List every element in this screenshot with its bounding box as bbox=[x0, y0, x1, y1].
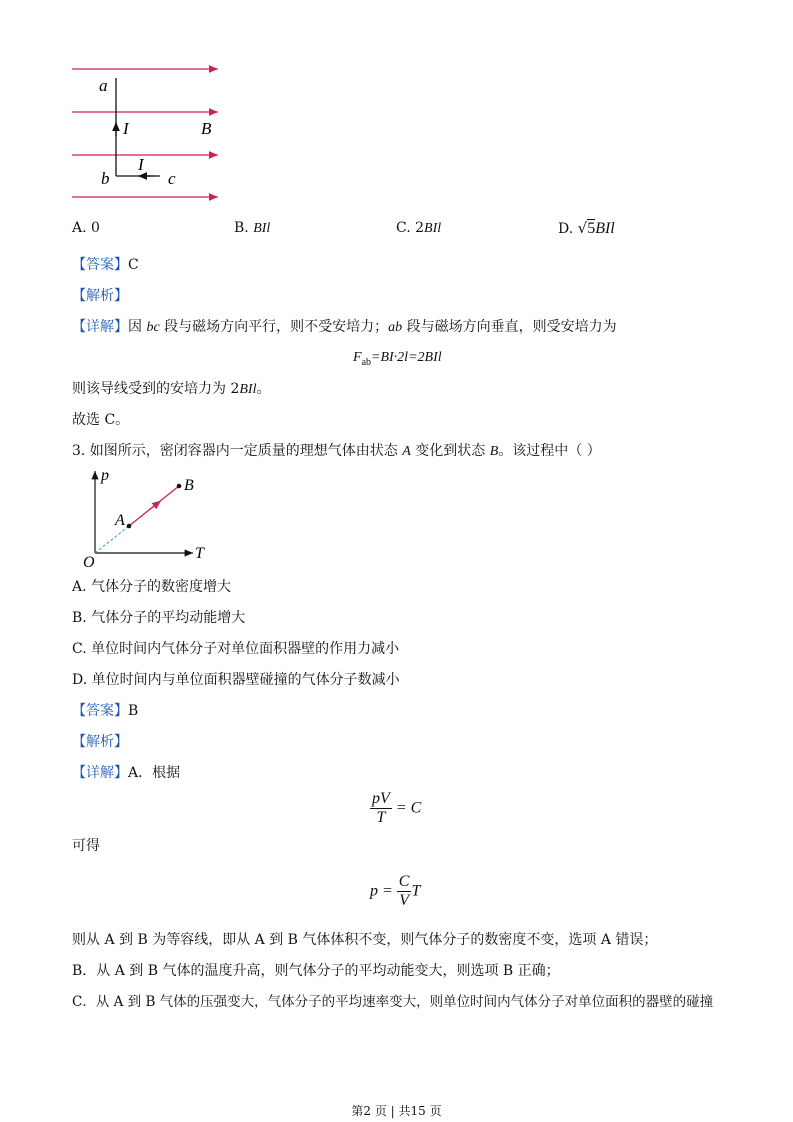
option-C-value: BIl bbox=[424, 221, 442, 236]
q3-option-C: C. 单位时间内气体分子对单位面积器壁的作用力减小 bbox=[72, 641, 400, 657]
q3-detail bbox=[72, 764, 180, 782]
answer-label: 【答案】 bbox=[72, 703, 128, 719]
q3-option-B: B. 气体分子的平均动能增大 bbox=[72, 610, 246, 626]
q2-conclusion bbox=[72, 380, 270, 399]
stem-B: B bbox=[489, 444, 499, 459]
detail-ab: ab bbox=[388, 320, 403, 335]
detail-text: 因 bbox=[128, 319, 147, 335]
answer-value: C bbox=[128, 257, 139, 273]
label-I-vertical: I bbox=[123, 119, 129, 138]
option-A-text: A. 0 bbox=[72, 220, 100, 236]
q3-line-C: C．从 A 到 B 气体的压强变大，气体分子的平均速率变大，则单位时间内气体分子对单位面积的器壁的碰撞 bbox=[72, 994, 714, 1010]
q2-detail bbox=[72, 318, 617, 337]
equation-pV-T-C bbox=[370, 790, 421, 827]
conclusion-value: BIl bbox=[239, 382, 257, 397]
formula-subscript: ab bbox=[361, 356, 372, 368]
label-A: A bbox=[115, 512, 125, 529]
detail-bc: bc bbox=[146, 320, 160, 335]
point-B bbox=[177, 484, 182, 489]
q3-ke-de: 可得 bbox=[72, 838, 100, 854]
detail-label: 【详解】 bbox=[72, 319, 128, 335]
magnetic-field-diagram bbox=[60, 60, 240, 210]
label-p: p bbox=[101, 467, 109, 484]
fraction-numerator: pV bbox=[372, 790, 390, 807]
detail-text: A．根据 bbox=[128, 765, 181, 781]
option-C-prefix: C. 2 bbox=[396, 220, 425, 236]
fraction-numerator: C bbox=[398, 873, 410, 890]
label-I-horizontal: I bbox=[138, 155, 144, 174]
option-B-value: BIl bbox=[253, 221, 271, 236]
label-a: a bbox=[99, 76, 108, 95]
option-D-root: 5 bbox=[587, 220, 596, 237]
conclusion-text: 。 bbox=[256, 381, 271, 397]
point-A bbox=[127, 524, 132, 529]
label-B: B bbox=[184, 477, 194, 494]
fraction-C-over-V bbox=[397, 873, 412, 910]
option-D-value: BIl bbox=[595, 220, 615, 237]
option-B-prefix: B. bbox=[234, 220, 254, 236]
q3-stem bbox=[72, 442, 601, 461]
detail-text: 段与磁场方向平行，则不受安培力； bbox=[159, 319, 389, 335]
p-T-graph bbox=[78, 466, 218, 570]
option-B bbox=[234, 219, 270, 238]
q3-answer bbox=[72, 702, 138, 720]
label-B: B bbox=[201, 119, 212, 138]
conclusion-text: 则该导线受到的安培力为 2 bbox=[72, 381, 240, 397]
q3-option-A: A. 气体分子的数密度增大 bbox=[72, 579, 232, 595]
label-c: c bbox=[168, 169, 176, 188]
q2-analysis-label: 【解析】 bbox=[72, 288, 128, 304]
option-A bbox=[72, 219, 100, 237]
option-D bbox=[558, 219, 615, 238]
option-C bbox=[396, 219, 441, 238]
stem-A: A bbox=[402, 444, 411, 459]
fraction-denominator: V bbox=[399, 892, 410, 909]
stem-text: 。该过程中（ ） bbox=[498, 443, 601, 459]
answer-label: 【答案】 bbox=[72, 257, 128, 273]
q3-line-B: B．从 A 到 B 气体的温度升高，则气体分子的平均动能变大，则选项 B 正确； bbox=[72, 963, 560, 979]
equation-rhs: = C bbox=[391, 799, 422, 817]
q2-formula bbox=[353, 349, 442, 372]
process-direction-arrow bbox=[149, 503, 158, 510]
formula-rest: =BI·2l=2BIl bbox=[371, 350, 442, 365]
option-D-prefix: D. bbox=[558, 221, 578, 237]
formula-F: F bbox=[353, 350, 362, 365]
detail-text: 段与磁场方向垂直，则受安培力为 bbox=[402, 319, 617, 335]
q2-choose: 故选 C。 bbox=[72, 412, 130, 428]
equation-rhs: T bbox=[411, 882, 421, 900]
label-T: T bbox=[195, 545, 204, 562]
stem-text: 变化到状态 bbox=[410, 443, 490, 459]
q3-line-A: 则从 A 到 B 为等容线，即从 A 到 B 气体体积不变，则气体分子的数密度不变，选项 A 错误； bbox=[72, 932, 658, 948]
q3-option-D: D. 单位时间内与单位面积器壁碰撞的气体分子数减小 bbox=[72, 672, 400, 688]
sqrt-icon: √ bbox=[577, 219, 588, 237]
fraction-denominator: T bbox=[376, 809, 386, 826]
equation-p-C-V-T bbox=[370, 873, 420, 910]
q3-analysis-label: 【解析】 bbox=[72, 734, 128, 750]
answer-value: B bbox=[128, 703, 139, 719]
page-footer: 第2 页 | 共15 页 bbox=[351, 1104, 442, 1118]
q2-answer bbox=[72, 256, 139, 274]
label-O: O bbox=[83, 554, 95, 571]
dashed-extension bbox=[95, 526, 129, 553]
stem-text: 3. 如图所示，密闭容器内一定质量的理想气体由状态 bbox=[72, 443, 403, 459]
equation-lhs: p = bbox=[370, 882, 397, 900]
detail-label: 【详解】 bbox=[72, 765, 128, 781]
fraction-pV-over-T bbox=[370, 790, 392, 827]
label-b: b bbox=[101, 169, 110, 188]
